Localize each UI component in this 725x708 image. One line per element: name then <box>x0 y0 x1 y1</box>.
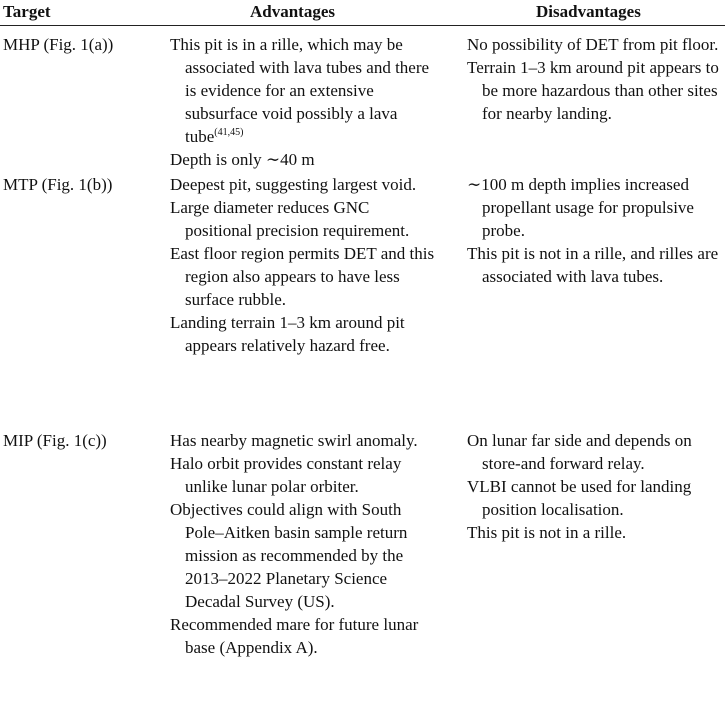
disadvantage-item: This pit is not in a rille, and rilles are associated with lava tubes. <box>467 244 719 286</box>
row-target: MIP (Fig. 1(c)) <box>3 431 107 450</box>
disadvantages-cell <box>467 173 725 288</box>
advantage-item: Depth is only ∼40 m <box>170 150 315 169</box>
disadvantage-item: On lunar far side and depends on store-and forward relay. <box>467 431 692 473</box>
advantage-item: Recommended mare for future lunar base (Appendix A). <box>170 615 419 657</box>
advantage-item: Large diameter reduces GNC positional precision requirement. <box>170 198 410 240</box>
row-target: MTP (Fig. 1(b)) <box>3 175 113 194</box>
advantage-item: East floor region permits DET and this region also appears to have less surface rubble. <box>170 244 435 309</box>
row-target: MHP (Fig. 1(a)) <box>3 35 114 54</box>
disadvantages-cell <box>467 429 725 544</box>
disadvantages-cell <box>467 33 725 125</box>
advantage-item: Landing terrain 1–3 km around pit appears relatively hazard free. <box>170 313 405 355</box>
advantage-item: Objectives could align with South Pole–Aitken basin sample return mission as recommended by the 2013–2022 Planetary Science Decadal Survey (US). <box>170 500 408 611</box>
disadvantage-item: No possibility of DET from pit floor. <box>467 35 719 54</box>
header-disadvantages: Disadvantages <box>536 2 641 21</box>
advantages-cell <box>170 33 438 171</box>
header-rule <box>0 25 725 26</box>
header-target: Target <box>3 2 51 21</box>
disadvantage-item: Terrain 1–3 km around pit appears to be more hazardous than other sites for nearby landing. <box>467 58 719 123</box>
header-advantages: Advantages <box>250 2 336 21</box>
advantage-item: Deepest pit, suggesting largest void. <box>170 175 417 194</box>
advantage-item: Has nearby magnetic swirl anomaly. <box>170 431 418 450</box>
advantage-item: This pit is in a rille, which may be associated with lava tubes and there is evidence for an extensive subsurface void possibly a lava tube$^{(41,45)}$ <box>170 35 430 146</box>
disadvantage-item: VLBI cannot be used for landing position localisation. <box>467 477 692 519</box>
disadvantage-item: ∼100 m depth implies increased propellant usage for propulsive probe. <box>467 175 694 240</box>
disadvantage-item: This pit is not in a rille. <box>467 523 627 542</box>
advantages-cell <box>170 429 438 659</box>
advantages-cell <box>170 173 438 357</box>
advantage-item: Halo orbit provides constant relay unlike lunar polar orbiter. <box>170 454 402 496</box>
citation-sup: (41,45) <box>214 127 244 138</box>
